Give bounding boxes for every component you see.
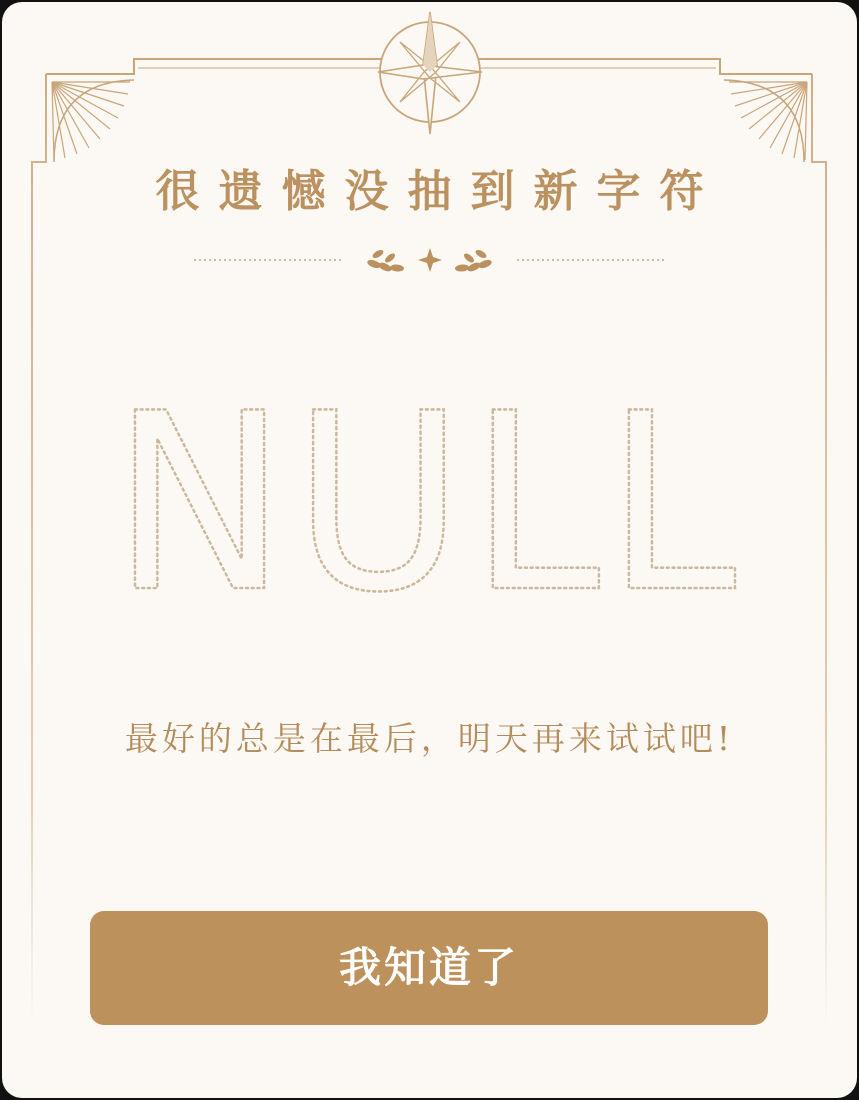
null-result-text: NULL [112,398,742,598]
title-divider [192,242,667,278]
sunburst-fan-icon [729,82,807,160]
result-dialog [2,2,857,1098]
compass-star-icon [378,12,482,134]
acknowledge-button[interactable]: 我知道了 [90,911,768,1025]
null-result-graphic [112,398,752,598]
dialog-title: 很遗憾没抽到新字符 [155,166,723,217]
consolation-message: 最好的总是在最后，明天再来试试吧! [124,719,735,758]
sunburst-fan-icon [52,82,130,160]
laurel-sparkle-icon [366,248,493,273]
